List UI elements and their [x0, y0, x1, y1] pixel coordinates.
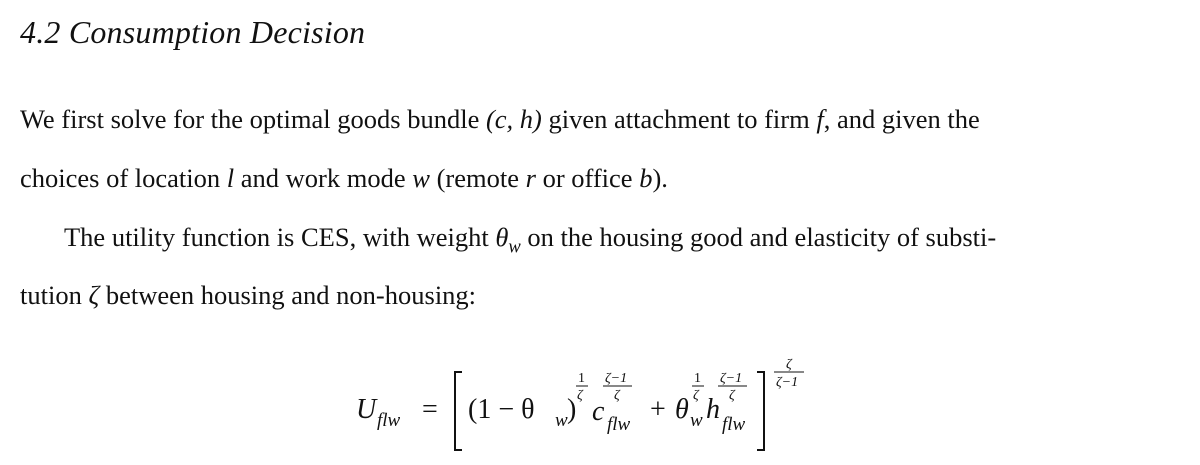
- section-title: Consumption Decision: [68, 14, 366, 50]
- math-work-mode: w: [412, 163, 430, 193]
- text-span: on the housing good and elasticity of substi-: [520, 222, 997, 252]
- eq-exp3-den: ζ: [693, 388, 699, 403]
- text-span: and work mode: [234, 163, 413, 193]
- section-heading: [20, 14, 365, 51]
- eq-c-subscript: flw: [607, 414, 631, 435]
- eq-one-minus-theta: (1 − θ: [468, 394, 535, 425]
- math-location: l: [226, 163, 235, 193]
- eq-w-subscript-2: w: [690, 410, 703, 431]
- eq-lhs-u: U: [356, 394, 377, 425]
- eq-w-subscript-1: w: [555, 410, 568, 431]
- eq-equals: =: [422, 394, 438, 425]
- eq-lhs-subscript: flw: [377, 410, 401, 431]
- text-span: , and given the: [823, 104, 980, 134]
- equation-svg: [0, 348, 1200, 458]
- math-bundle: (c, h): [485, 104, 542, 134]
- text-span: (remote: [429, 163, 526, 193]
- text-span: given attachment to firm: [541, 104, 817, 134]
- eq-exp2-den: ζ: [614, 388, 620, 403]
- eq-exp2-num: ζ−1: [605, 371, 628, 386]
- eq-c: c: [592, 396, 605, 427]
- math-firm: f: [816, 104, 824, 134]
- eq-outer-num: ζ: [786, 357, 792, 372]
- math-theta: θ: [495, 222, 509, 252]
- text-span: choices of location: [20, 163, 227, 193]
- eq-right-bracket: [757, 372, 764, 450]
- text-span: The utility function is CES, with weight: [64, 222, 496, 252]
- eq-close-paren: ): [567, 394, 577, 425]
- paragraph-1-line-1: [20, 104, 980, 135]
- section-number: 4.2: [20, 14, 61, 50]
- eq-h: h: [706, 394, 720, 425]
- math-theta-subscript: w: [508, 236, 521, 258]
- eq-h-subscript: flw: [722, 414, 746, 435]
- eq-outer-den: ζ−1: [776, 375, 799, 390]
- paragraph-2-line-2: [20, 280, 476, 311]
- eq-left-bracket: [455, 372, 462, 450]
- text-span: ).: [652, 163, 668, 193]
- text-span: between housing and non-housing:: [99, 280, 477, 310]
- eq-exp4-den: ζ: [729, 388, 735, 403]
- text-span: or office: [535, 163, 640, 193]
- eq-theta: θ: [675, 394, 689, 425]
- math-zeta: ζ: [88, 280, 100, 310]
- paragraph-1-line-2: [20, 163, 668, 194]
- math-remote: r: [525, 163, 536, 193]
- eq-plus: +: [650, 394, 666, 425]
- eq-exp1-num: 1: [578, 371, 585, 386]
- math-office: b: [639, 163, 653, 193]
- eq-exp1-den: ζ: [577, 388, 583, 403]
- eq-exp4-num: ζ−1: [720, 371, 743, 386]
- ces-utility-equation: [0, 348, 1200, 458]
- text-span: We first solve for the optimal goods bundle: [20, 104, 486, 134]
- text-span: tution: [20, 280, 89, 310]
- eq-exp3-num: 1: [694, 371, 701, 386]
- paragraph-2-line-1: [64, 222, 997, 258]
